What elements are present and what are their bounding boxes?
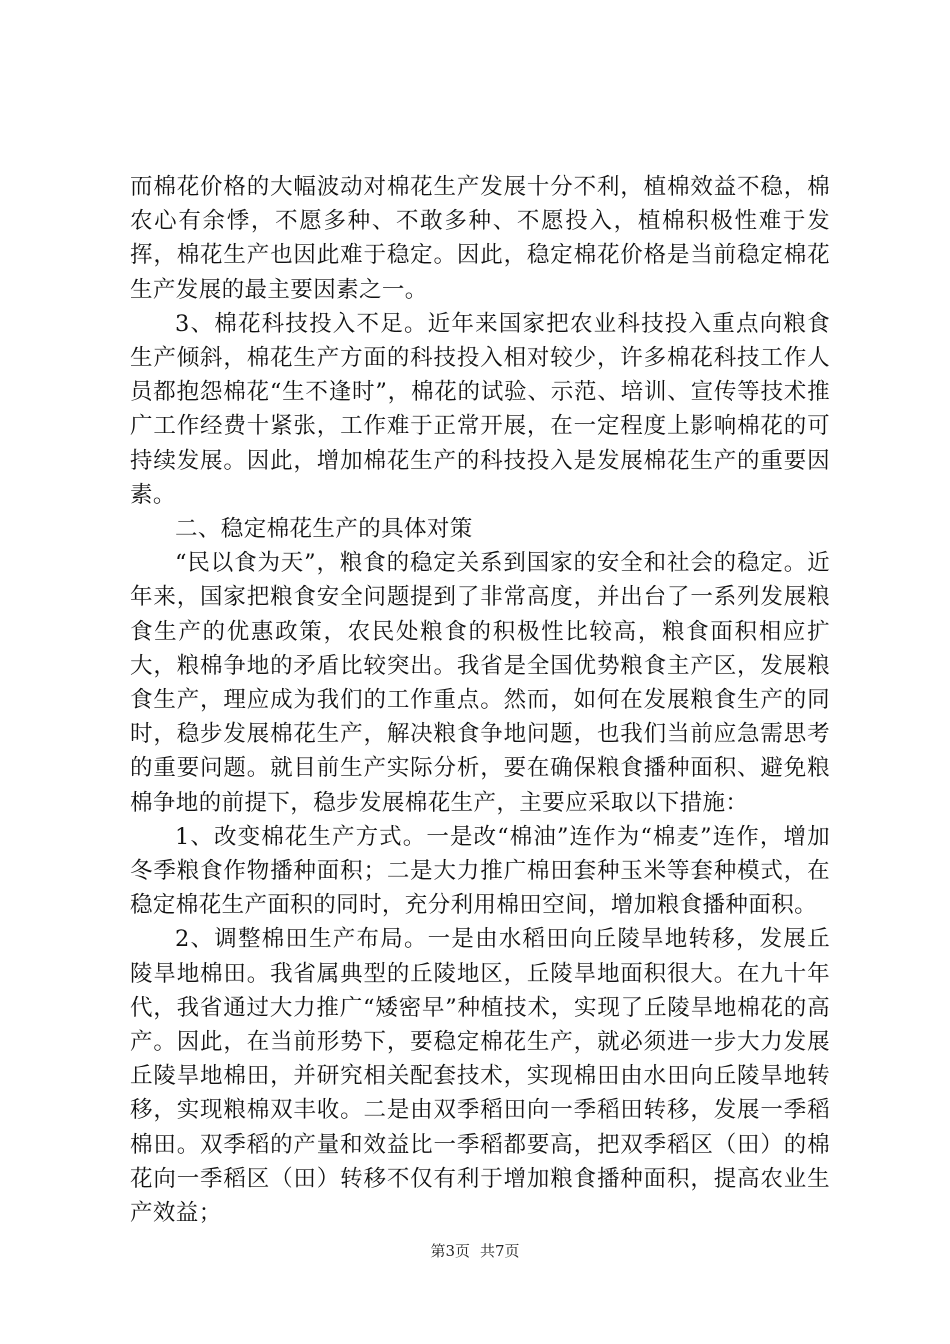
document-body — [130, 170, 830, 1230]
section-heading: 二、稳定棉花生产的具体对策 — [175, 516, 473, 543]
page-number: 第3页 — [430, 1242, 470, 1260]
paragraph-continuation: 而棉花价格的大幅波动对棉花生产发展十分不利，植棉效益不稳，棉农心有余悸，不愿多种、不敢多种、不愿投入，植棉积极性难于发挥，棉花生产也因此难于稳定。因此，稳定棉花价格是当前稳定棉花生产发展的最主要因素之一。 — [130, 174, 830, 303]
paragraph-measure-1: 1、改变棉花生产方式。一是改“棉油”连作为“棉麦”连作，增加冬季粮食作物播种面积；二是大力推广棉田套种玉米等套种模式，在稳定棉花生产面积的同时，充分利用棉田空间，增加粮食播种面积。 — [130, 823, 830, 919]
paragraph-point-3: 3、棉花科技投入不足。近年来国家把农业科技投入重点向粮食生产倾斜，棉花生产方面的科技投入相对较少，许多棉花科技工作人员都抱怨棉花“生不逢时”，棉花的试验、示范、培训、宣传等技术推广工作经费十紧张，工作难于正常开展，在一定程度上影响棉花的可持续发展。因此，增加棉花生产的科技投入是发展棉花生产的重要因素。 — [130, 310, 830, 508]
paragraph-intro: “民以食为天”，粮食的稳定关系到国家的安全和社会的稳定。近年来，国家把粮食安全问题提到了非常高度，并出台了一系列发展粮食生产的优惠政策，农民处粮食的积极性比较高，粮食面积相应扩大，粮棉争地的矛盾比较突出。我省是全国优势粮食主产区，发展粮食生产，理应成为我们的工作重点。然而，如何在发展粮食生产的同时，稳步发展棉花生产，解决粮食争地问题，也我们当前应急需思考的重要问题。就目前生产实际分析，要在确保粮食播种面积、避免粮棉争地的前提下，稳步发展棉花生产，主要应采取以下措施： — [130, 550, 830, 816]
page-footer — [0, 1241, 950, 1261]
paragraph-measure-2: 2、调整棉田生产布局。一是由水稻田向丘陵旱地转移，发展丘陵旱地棉田。我省属典型的丘陵地区，丘陵旱地面积很大。在九十年代，我省通过大力推广“矮密早”种植技术，实现了丘陵旱地棉花的高产。因此，在当前形势下，要稳定棉花生产，就必须进一步大力发展丘陵旱地棉田，并研究相关配套技术，实现棉田由水田向丘陵旱地转移，实现粮棉双丰收。二是由双季稻田向一季稻田转移，发展一季稻棉田。双季稻的产量和效益比一季稻都要高，把双季稻区（田）的棉花向一季稻区（田）转移不仅有利于增加粮食播种面积，提高农业生产效益； — [130, 926, 830, 1227]
page-total: 共7页 — [480, 1242, 520, 1260]
